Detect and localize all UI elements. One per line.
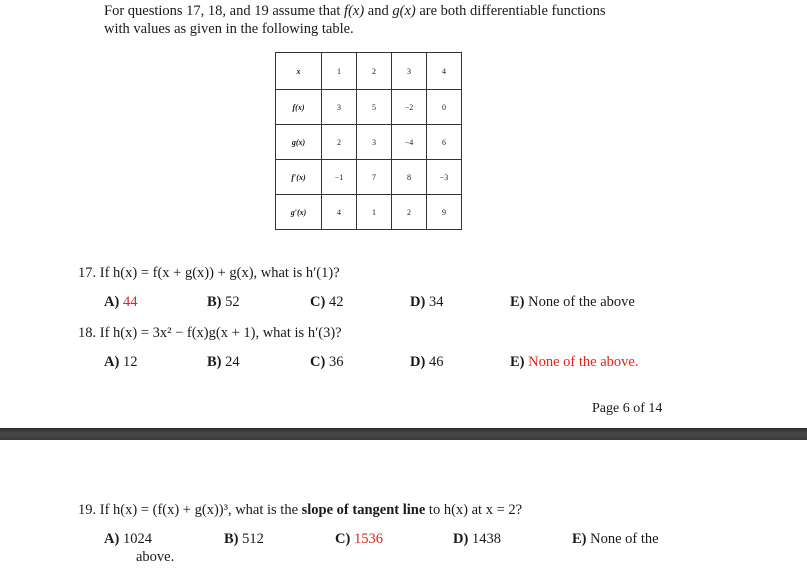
q18-option-e: E) None of the above. — [510, 354, 639, 370]
q18-option-a: A) 12 — [104, 354, 138, 370]
page-number: Page 6 of 14 — [592, 401, 663, 416]
intro-line2: with values as given in the following table. — [104, 21, 354, 37]
intro-paragraph — [104, 2, 605, 38]
q19-option-d: D) 1438 — [453, 531, 501, 547]
table-cell: 0 — [427, 90, 462, 125]
table-row-header: g′(x) — [276, 195, 322, 230]
table-cell: 9 — [427, 195, 462, 230]
table-cell: 8 — [392, 160, 427, 195]
q19-option-a-cont: above. — [136, 549, 175, 565]
question-19 — [78, 501, 522, 519]
table-cell: 3 — [322, 90, 357, 125]
q17-option-b: B) 52 — [207, 294, 240, 310]
table-cell: 1 — [322, 53, 357, 90]
q19-option-e: E) None of the — [572, 531, 659, 547]
table-row-header: g(x) — [276, 125, 322, 160]
q19-option-b: B) 512 — [224, 531, 264, 547]
q18-option-d: D) 46 — [410, 354, 444, 370]
q17-option-d: D) 34 — [410, 294, 444, 310]
values-table — [275, 52, 462, 230]
question-18: 18. If h(x) = 3x² − f(x)g(x + 1), what is h′(3)? — [78, 325, 342, 341]
table-row-header: f′(x) — [276, 160, 322, 195]
q19-option-c: C) 1536 — [335, 531, 383, 547]
table-cell: 2 — [322, 125, 357, 160]
q18-option-c: C) 36 — [310, 354, 344, 370]
table-cell: 6 — [427, 125, 462, 160]
table-row — [276, 53, 462, 90]
q17-option-e: E) None of the above — [510, 294, 635, 310]
intro-text: and — [364, 3, 393, 19]
table-cell: −4 — [392, 125, 427, 160]
q19-bold-text: slope of tangent line — [301, 502, 426, 518]
page-divider — [0, 428, 807, 440]
table-row — [276, 195, 462, 230]
table-cell: 4 — [427, 53, 462, 90]
table-cell: 4 — [322, 195, 357, 230]
table-cell: 5 — [357, 90, 392, 125]
intro-g: g(x) — [392, 3, 416, 19]
q19-text: 19. If h(x) = (f(x) + g(x))³, what is the — [78, 502, 302, 518]
table-cell: 7 — [357, 160, 392, 195]
q17-option-a: A) 44 — [104, 294, 138, 310]
table-row — [276, 125, 462, 160]
q19-text: to h(x) at x = 2? — [425, 502, 523, 518]
question-17: 17. If h(x) = f(x + g(x)) + g(x), what is h′(1)? — [78, 265, 340, 281]
table-cell: −3 — [427, 160, 462, 195]
intro-text: For questions 17, 18, and 19 assume that — [104, 3, 345, 19]
table-cell: 2 — [392, 195, 427, 230]
intro-f: f(x) — [344, 3, 365, 19]
table-cell: −1 — [322, 160, 357, 195]
table-cell: 1 — [357, 195, 392, 230]
intro-text: are both differentiable functions — [415, 3, 606, 19]
table-cell: −2 — [392, 90, 427, 125]
table-row-header: f(x) — [276, 90, 322, 125]
q17-option-c: C) 42 — [310, 294, 344, 310]
table-cell: 2 — [357, 53, 392, 90]
table-row-header: x — [276, 53, 322, 90]
table-cell: 3 — [357, 125, 392, 160]
table-row — [276, 160, 462, 195]
table-row — [276, 90, 462, 125]
q19-option-a: A) 1024 — [104, 531, 152, 547]
q18-option-b: B) 24 — [207, 354, 240, 370]
table-cell: 3 — [392, 53, 427, 90]
